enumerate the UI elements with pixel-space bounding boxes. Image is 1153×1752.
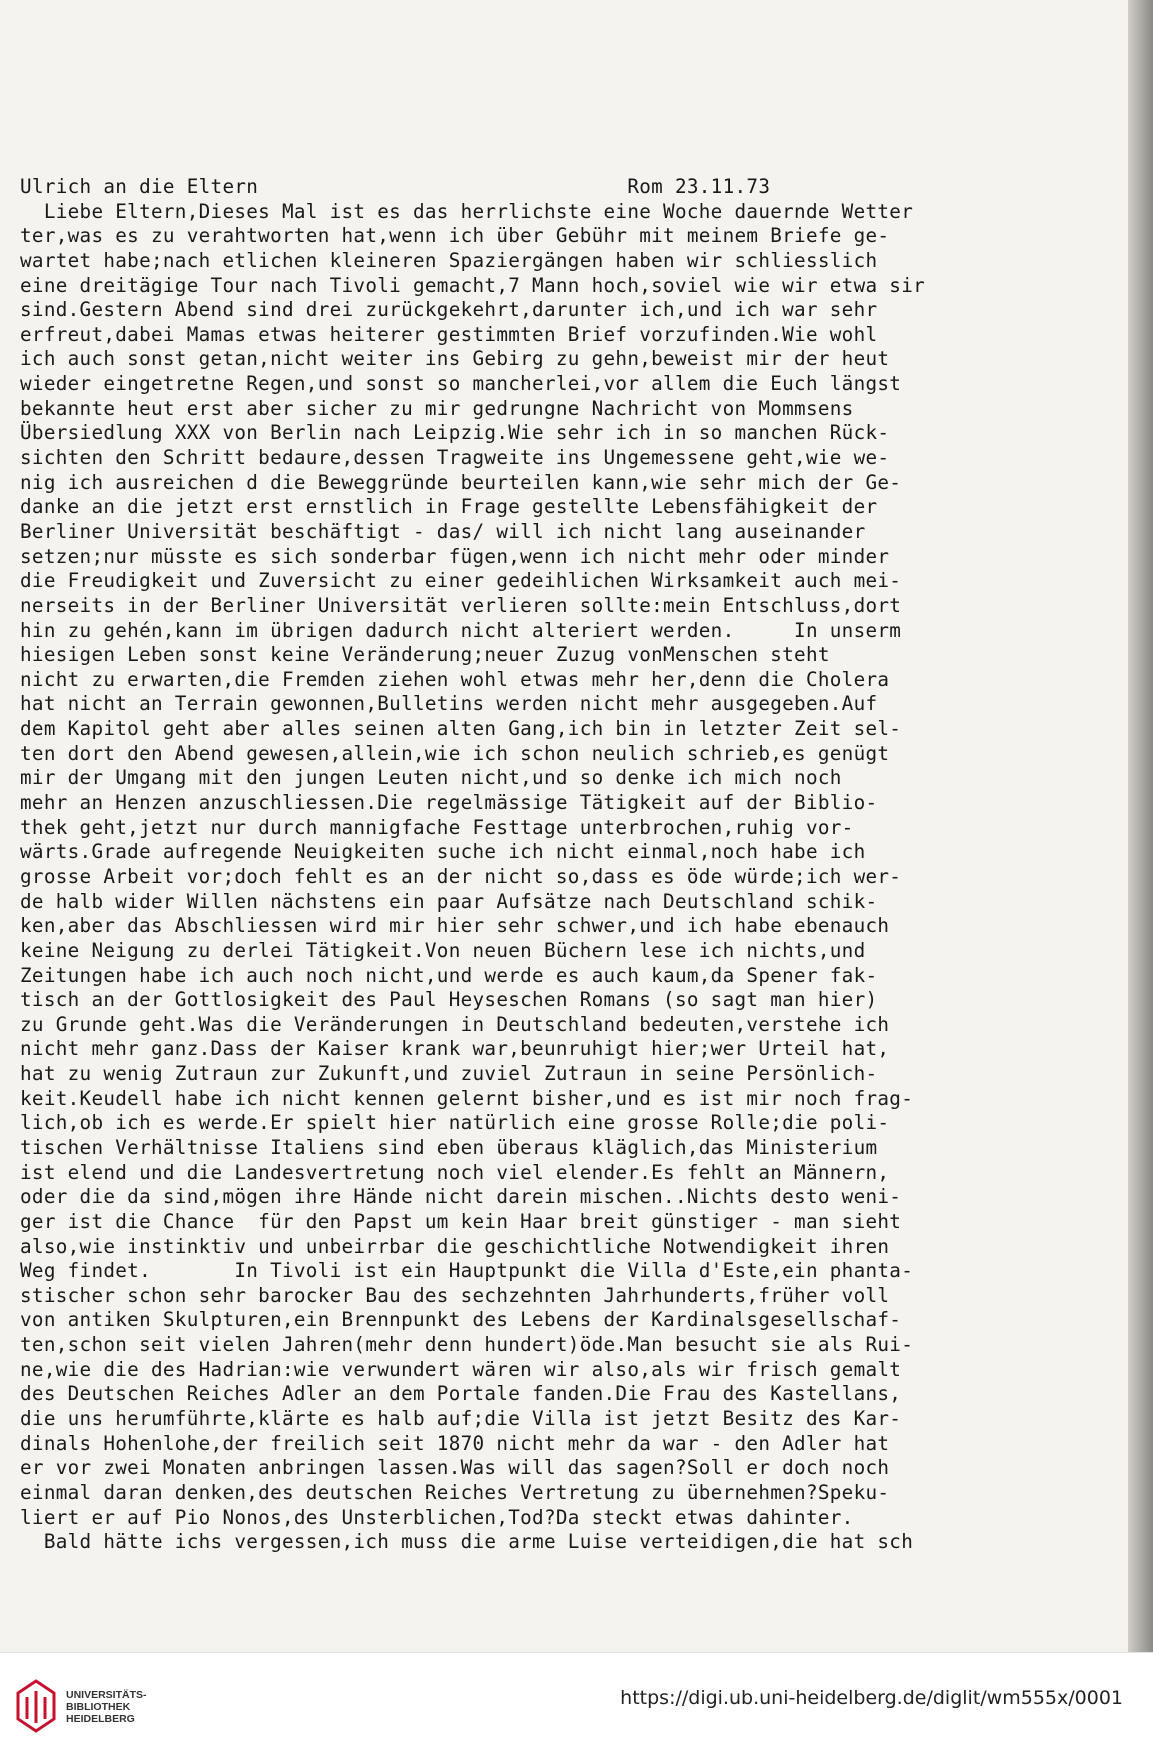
letter-line: nerseits in der Berliner Universität verlieren sollte:mein Entschluss,dort <box>20 593 902 617</box>
letter-line: lich,ob ich es werde.Er spielt hier natürlich eine grosse Rolle;die poli- <box>20 1111 890 1135</box>
letter-line: einmal daran denken,des deutschen Reiches Vertretung zu übernehmen?Speku- <box>20 1480 890 1504</box>
letter-line: ken,aber das Abschliessen wird mir hier sehr schwer,und ich habe ebenauch <box>20 914 890 938</box>
letter-line: erfreut,dabei Mamas etwas heiterer gestimmten Brief vorzufinden.Wie wohl <box>20 322 878 346</box>
institution-line-2: BIBLIOTHEK <box>66 1701 131 1713</box>
institution-line-3: HEIDELBERG <box>66 1713 135 1725</box>
letter-line: die uns herumführte,klärte es halb auf;die Villa ist jetzt Besitz des Kar- <box>20 1407 902 1431</box>
letter-line: wärts.Grade aufregende Neuigkeiten suche ich nicht einmal,noch habe ich <box>20 840 866 864</box>
letter-line: hiesigen Leben sonst keine Veränderung;neuer Zuzug vonMenschen steht <box>20 643 830 667</box>
letter-line: mehr an Henzen anzuschliessen.Die regelmässige Tätigkeit auf der Biblio- <box>20 791 878 815</box>
letter-line: hin zu gehén,kann im übrigen dadurch nicht alteriert werden. In unserm <box>20 618 902 642</box>
letter-line: zu Grunde geht.Was die Veränderungen in Deutschland bedeuten,verstehe ich <box>20 1012 890 1036</box>
letter-line: de halb wider Willen nächstens ein paar Aufsätze nach Deutschland schik- <box>20 889 878 913</box>
letter-line: mir der Umgang mit den jungen Leuten nicht,und so denke ich mich noch <box>20 766 842 790</box>
letter-text <box>20 175 1130 1555</box>
letter-line: Weg findet. In Tivoli ist ein Hauptpunkt die Villa d'Este,ein phanta- <box>20 1259 914 1283</box>
letter-line: Übersiedlung XXX von Berlin nach Leipzig.Wie sehr ich in so manchen Rück- <box>20 421 890 445</box>
footer-bar <box>0 1652 1153 1752</box>
letter-line: bekannte heut erst aber sicher zu mir gedrungne Nachricht von Mommsens <box>20 396 854 420</box>
letter-line: die Freudigkeit und Zuversicht zu einer gedeihlichen Wirksamkeit auch mei- <box>20 569 902 593</box>
letter-line: ne,wie die des Hadrian:wie verwundert wären wir also,als wir frisch gemalt <box>20 1357 902 1381</box>
letter-line: ten,schon seit vielen Jahren(mehr denn hundert)öde.Man besucht sie als Rui- <box>20 1333 914 1357</box>
letter-line: also,wie instinktiv und unbeirrbar die geschichtliche Notwendigkeit ihren <box>20 1234 890 1258</box>
permalink-url[interactable]: https://digi.ub.uni-heidelberg.de/diglit/wm555x/0001 <box>620 1687 1123 1709</box>
letter-line: oder die da sind,mögen ihre Hände nicht darein mischen..Nichts desto weni- <box>20 1185 902 1209</box>
letter-line: des Deutschen Reiches Adler an dem Portale fanden.Die Frau des Kastellans, <box>20 1382 902 1406</box>
university-library-logo-icon <box>14 1679 58 1733</box>
letter-line: ist elend und die Landesvertretung noch viel elender.Es fehlt an Männern, <box>20 1160 890 1184</box>
letter-line: tischen Verhältnisse Italiens sind eben überaus kläglich,das Ministerium <box>20 1135 878 1159</box>
letter-line: ger ist die Chance für den Papst um kein Haar breit günstiger - man sieht <box>20 1209 902 1233</box>
letter-line: von antiken Skulpturen,ein Brennpunkt des Lebens der Kardinalsgesellschaf- <box>20 1308 902 1332</box>
letter-line: hat zu wenig Zutraun zur Zukunft,und zuviel Zutraun in seine Persönlich- <box>20 1062 878 1086</box>
letter-line: danke an die jetzt erst ernstlich in Frage gestellte Lebensfähigkeit der <box>20 495 878 519</box>
institution-line-1: UNIVERSITÄTS- <box>66 1689 147 1701</box>
letter-line: Bald hätte ichs vergessen,ich muss die arme Luise verteidigen,die hat sch <box>20 1530 914 1554</box>
letter-line: Liebe Eltern,Dieses Mal ist es das herrlichste eine Woche dauernde Wetter <box>20 199 914 223</box>
page-edge-shadow <box>1128 0 1153 1652</box>
letter-line: Berliner Universität beschäftigt - das/ will ich nicht lang auseinander <box>20 519 866 543</box>
letter-line: nicht zu erwarten,die Fremden ziehen wohl etwas mehr her,denn die Cholera <box>20 667 890 691</box>
letter-line: dem Kapitol geht aber alles seinen alten Gang,ich bin in letzter Zeit sel- <box>20 717 902 741</box>
letter-line: liert er auf Pio Nonos,des Unsterblichen,Tod?Da steckt etwas dahinter. <box>20 1505 854 1529</box>
institution-name <box>66 1689 147 1725</box>
letter-line: keit.Keudell habe ich nicht kennen gelernt bisher,und es ist mir noch frag- <box>20 1086 914 1110</box>
letter-line: sichten den Schritt bedaure,dessen Tragweite ins Ungemessene geht,wie we- <box>20 446 890 470</box>
letter-line: er vor zwei Monaten anbringen lassen.Was will das sagen?Soll er doch noch <box>20 1456 890 1480</box>
letter-line: wartet habe;nach etlichen kleineren Spaziergängen haben wir schliesslich <box>20 248 878 272</box>
letter-line: setzen;nur müsste es sich sonderbar fügen,wenn ich nicht mehr oder minder <box>20 544 890 568</box>
letter-line: ter,was es zu verahtworten hat,wenn ich über Gebühr mit meinem Briefe ge- <box>20 224 890 248</box>
letter-line: dinals Hohenlohe,der freilich seit 1870 nicht mehr da war - den Adler hat <box>20 1431 890 1455</box>
letter-line: tisch an der Gottlosigkeit des Paul Heyseschen Romans (so sagt man hier) <box>20 988 878 1012</box>
letter-line: Ulrich an die Eltern Rom 23.11.73 <box>20 175 771 198</box>
letter-line: keine Neigung zu derlei Tätigkeit.Von neuen Büchern lese ich nichts,und <box>20 938 866 962</box>
letter-line: nig ich ausreichen d die Beweggründe beurteilen kann,wie sehr mich der Ge- <box>20 470 902 494</box>
letter-line: sind.Gestern Abend sind drei zurückgekehrt,darunter ich,und ich war sehr <box>20 298 878 322</box>
letter-line: ich auch sonst getan,nicht weiter ins Gebirg zu gehn,beweist mir der heut <box>20 347 890 371</box>
letter-line: stischer schon sehr barocker Bau des sechzehnten Jahrhunderts,früher voll <box>20 1283 890 1307</box>
letter-line: Zeitungen habe ich auch noch nicht,und werde es auch kaum,da Spener fak- <box>20 963 878 987</box>
letter-line: nicht mehr ganz.Dass der Kaiser krank war,beunruhigt hier;wer Urteil hat, <box>20 1037 890 1061</box>
letter-line: eine dreitägige Tour nach Tivoli gemacht,7 Mann hoch,soviel wie wir etwa sir <box>20 273 926 297</box>
letter-line: grosse Arbeit vor;doch fehlt es an der nicht so,dass es öde würde;ich wer- <box>20 864 902 888</box>
letter-line: thek geht,jetzt nur durch mannigfache Festtage unterbrochen,ruhig vor- <box>20 815 854 839</box>
letter-line: hat nicht an Terrain gewonnen,Bulletins werden nicht mehr ausgegeben.Auf <box>20 692 878 716</box>
letter-line: ten dort den Abend gewesen,allein,wie ich schon neulich schrieb,es genügt <box>20 741 890 765</box>
letter-line: wieder eingetretne Regen,und sonst so mancherlei,vor allem die Euch längst <box>20 372 902 396</box>
